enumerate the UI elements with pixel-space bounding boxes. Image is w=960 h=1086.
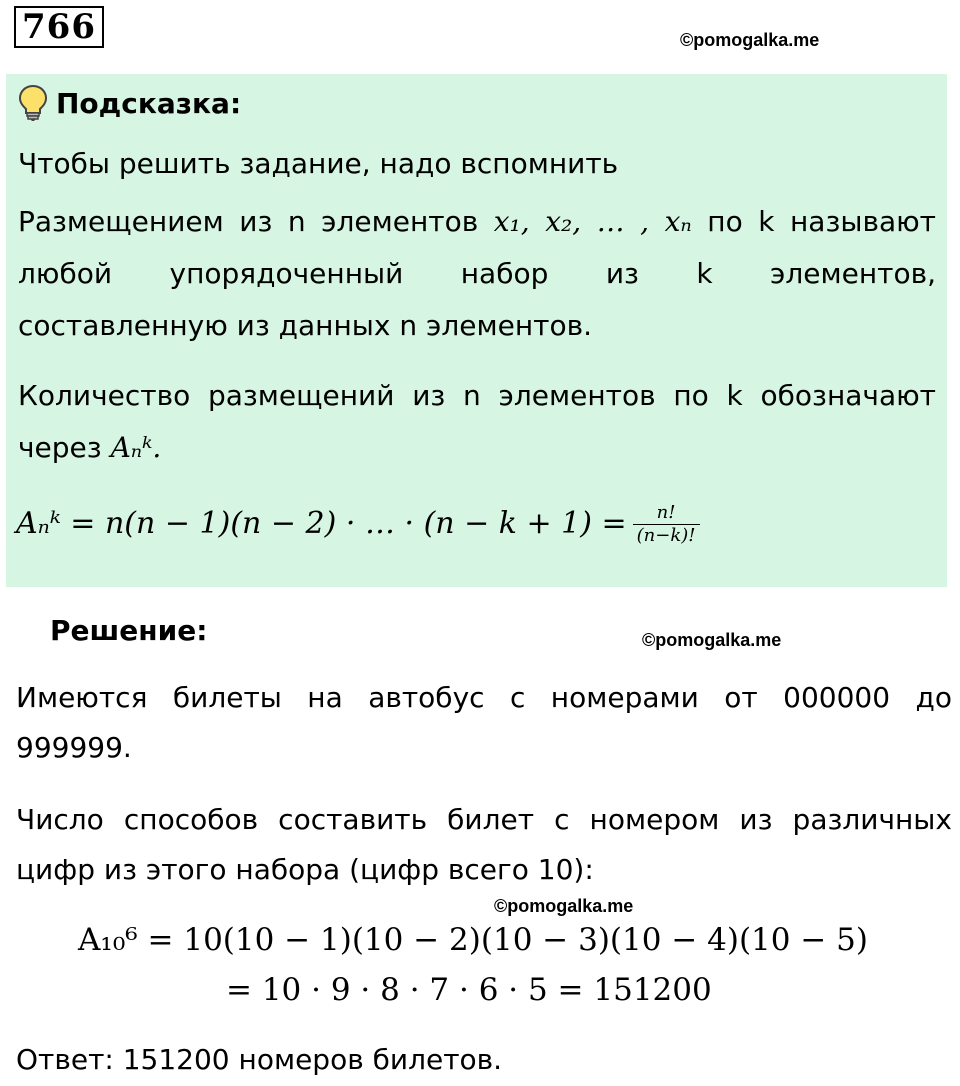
problem-number: 766 <box>14 6 104 48</box>
solution-para2-line2: цифр из этого набора (цифр всего 10): <box>16 853 594 886</box>
watermark-middle: ©pomogalka.me <box>642 630 782 650</box>
count-symbol: Aₙᵏ. <box>110 431 162 464</box>
solution-title: Решение: <box>50 614 208 647</box>
solution-para2-line1: Число способов составить билет с номером из различных <box>16 803 952 836</box>
def-part1: Размещением из n элементов <box>18 205 479 238</box>
watermark-top: ©pomogalka.me <box>680 30 820 50</box>
hint-formula <box>16 498 700 550</box>
formula-main: Aₙᵏ = n(n − 1)(n − 2) · … · (n − k + 1) = <box>16 506 627 541</box>
hint-line1: Чтобы решить задание, надо вспомнить <box>18 147 619 180</box>
def-vars: x₁, x₂, … , xₙ <box>493 205 692 238</box>
hint-count-line2 <box>18 422 936 474</box>
hint-count-line1: Количество размещений из n элементов по k обозначают <box>18 379 936 412</box>
hint-title-text: Подсказка: <box>56 86 242 120</box>
hint-definition-line2: любой упорядоченный набор из k элементов, <box>18 257 936 290</box>
solution-para1-line1: Имеются билеты на автобус с номерами от 000000 до <box>16 681 952 714</box>
def-part2: по k называют <box>707 205 936 238</box>
equation-line1: A₁₀⁶ = 10(10 − 1)(10 − 2)(10 − 3)(10 − 4)(10 − 5) <box>78 922 869 958</box>
hint-definition-line3: составленную из данных n элементов. <box>18 309 592 342</box>
formula-denominator: (n−k)! <box>636 525 696 546</box>
answer: Ответ: 151200 номеров билетов. <box>16 1043 503 1076</box>
watermark-bottom: ©pomogalka.me <box>494 896 634 916</box>
formula-fraction <box>633 502 700 547</box>
solution-para1-line2: 999999. <box>16 731 132 764</box>
count-text: через <box>18 431 102 464</box>
lightbulb-icon <box>18 84 48 122</box>
formula-numerator: n! <box>633 502 700 525</box>
hint-definition-line1 <box>18 196 936 248</box>
equation-line2: = 10 · 9 · 8 · 7 · 6 · 5 = 151200 <box>226 972 712 1008</box>
hint-title <box>18 84 241 122</box>
